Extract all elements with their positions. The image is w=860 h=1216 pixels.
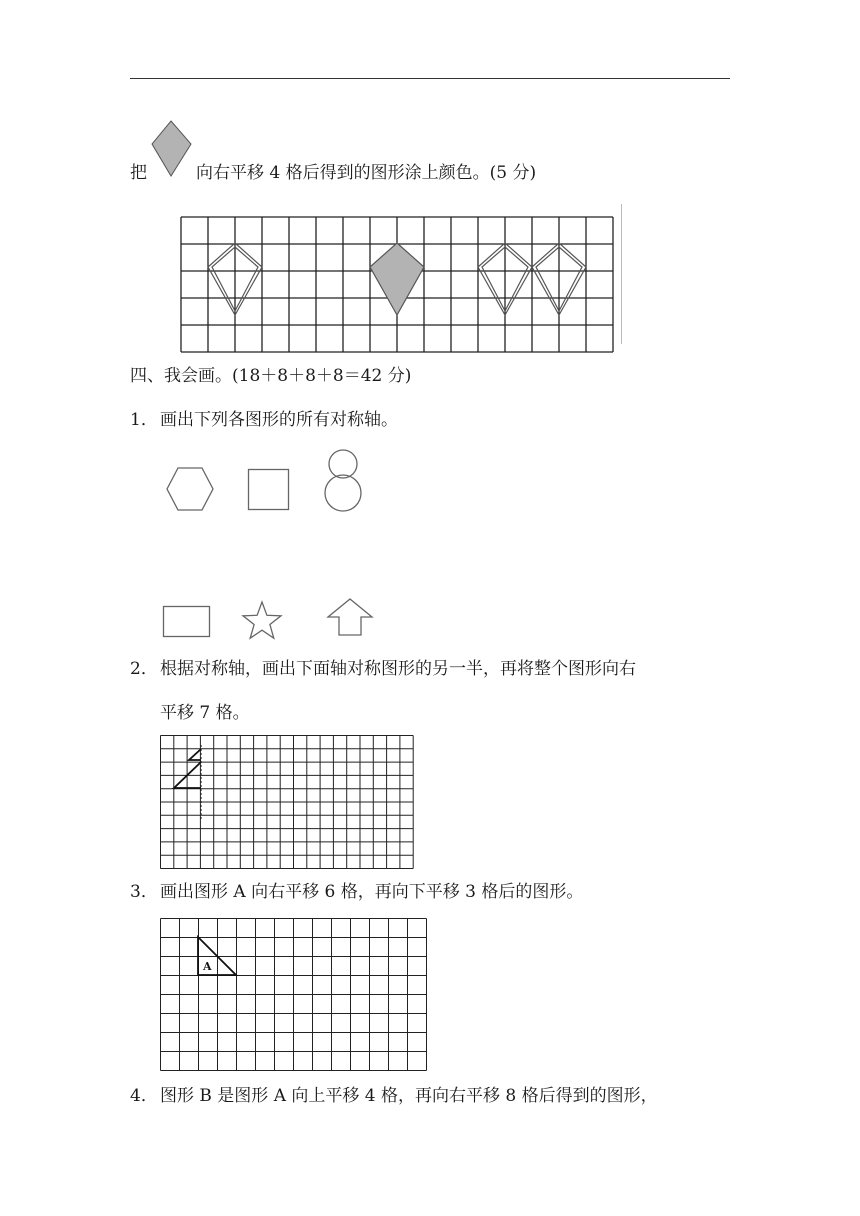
grid-q2[interactable] [160,735,426,869]
hexagon-shape[interactable] [165,466,215,512]
question-1-number: 1． [130,410,158,430]
question-3-text: 画出图形 A 向右平移 6 格，再向下平移 3 格后的图形。 [160,882,584,902]
instruction-prefix: 把 [130,163,147,183]
kite-option-shaded [370,243,424,315]
kite-grid [180,216,625,340]
question-2-text-line1: 根据对称轴，画出下面轴对称图形的另一半，再将整个图形向右 [160,659,636,679]
header-rule [130,78,730,79]
question-1-text: 画出下列各图形的所有对称轴。 [160,410,398,430]
question-4-text: 图形 B 是图形 A 向上平移 4 格，再向右平移 8 格后得到的图形， [160,1086,658,1106]
half-figure [189,749,201,760]
instruction-text: 向右平移 4 格后得到的图形涂上颜色。(5 分) [196,163,537,183]
grid-q3[interactable] [160,918,426,1070]
section-heading: 四、我会画。(18＋8＋8＋8＝42 分) [130,366,412,386]
square-shape[interactable] [247,468,291,512]
question-4-number: 4． [130,1086,158,1106]
question-2-number: 2． [130,659,158,679]
star-shape[interactable] [240,600,284,642]
rectangle-shape[interactable] [162,605,212,639]
grid-edge-mark [621,204,622,344]
kite-icon [150,120,194,178]
question-2-text-line2: 平移 7 格。 [160,703,250,723]
triangle-a-label: A [203,960,212,973]
arrow-house-shape[interactable] [326,597,374,639]
figure-eight-shape[interactable] [320,445,366,515]
question-3-number: 3． [130,882,158,902]
